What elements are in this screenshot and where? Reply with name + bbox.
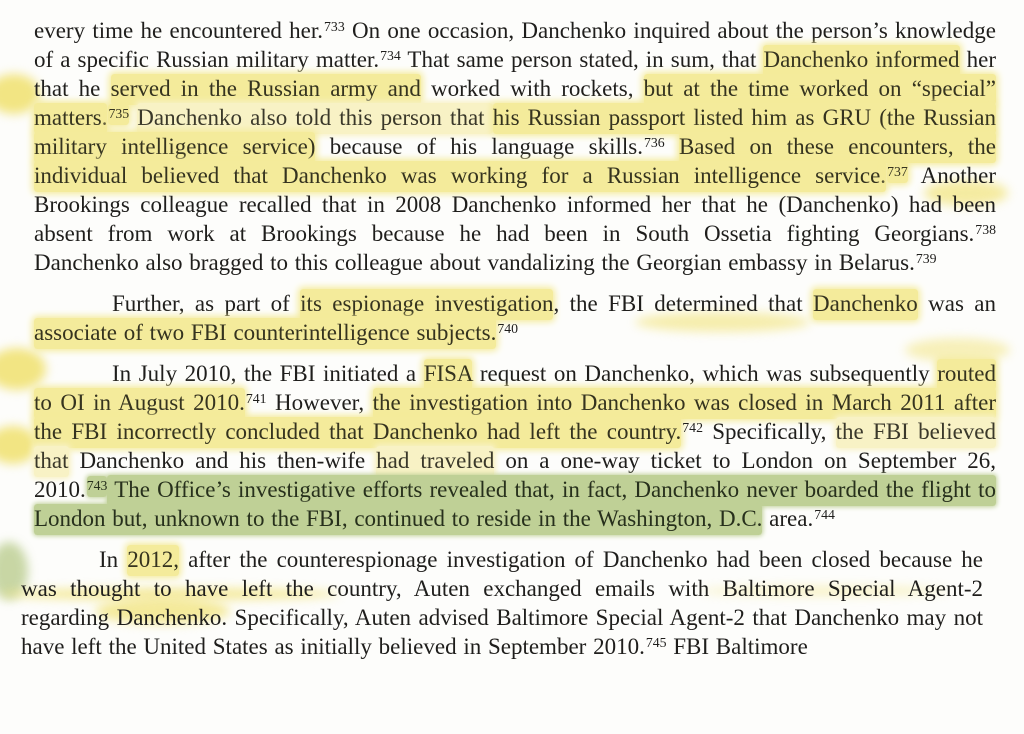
footnote-ref: 744 (814, 507, 835, 523)
text-run: , the FBI determined that (553, 291, 813, 316)
text-run: On one occasion, Danchenko inquired about the person’s knowledge of a specific Russian military matter. (34, 18, 996, 72)
text-run: her that he (34, 47, 996, 101)
text-run: In (99, 547, 128, 572)
text-run: In July 2010, the FBI initiated a (112, 361, 424, 386)
text-run: request on Danchenko, which was subsequently (472, 361, 938, 386)
highlighted-run: FISA (424, 359, 473, 390)
footnote-ref: 743 (87, 476, 108, 497)
text-run: Further, as part of (112, 291, 301, 316)
text-run: worked with rockets, (420, 76, 644, 101)
footnote-ref: 741 (245, 391, 267, 407)
highlighted-run: associate of two FBI counterintelligence subjects. (34, 318, 496, 349)
highlighted-run: had traveled (376, 446, 494, 477)
highlighted-run: The Office’s investigative efforts revealed that, in fact, Danchenko never boarded the flight to London but, unknown to the FBI, continued to reside in the Washington, D.C. (34, 475, 996, 535)
highlighted-run: the FBI believed that (34, 417, 996, 477)
text-run: on a one-way ticket to London on September 26, 2010. (34, 448, 996, 502)
highlighted-run: routed to OI in August 2010. (34, 359, 996, 419)
highlighted-run: Danchenko also told this person that (137, 103, 492, 134)
footnote-ref: 735 (108, 104, 129, 125)
footnote-ref: 733 (324, 19, 345, 35)
highlighted-run: Based on these encounters, the individual believed that Danchenko was working for a Russian intelligence service. (34, 132, 996, 192)
footnote-ref: 737 (887, 162, 908, 183)
text-run: Danchenko and his then-wife (68, 448, 377, 473)
text-run: because of his language skills. (315, 134, 643, 159)
text-run: FBI Baltimore (666, 634, 808, 659)
text-run (665, 134, 679, 159)
text-run: Specifically, (702, 419, 836, 444)
paragraph (34, 359, 996, 533)
highlighted-run: the investigation into Danchenko was closed in March 2011 after the FBI incorrectly concluded that Danchenko had left the country. (34, 388, 996, 448)
footnote-ref: 738 (975, 222, 996, 238)
footnote-ref: 734 (380, 48, 401, 64)
highlighted-run: Danchenko informed (763, 45, 959, 76)
highlighted-run: served in the Russian army and (111, 74, 421, 105)
highlighted-run: his Russian passport listed him as GRU (the Russian military intelligence service) (34, 103, 996, 163)
footnote-ref: 745 (645, 635, 667, 651)
footnote-ref: 736 (643, 135, 665, 151)
highlighted-run: 2012, (127, 545, 179, 576)
text-run: every time he encountered her. (34, 18, 324, 43)
highlighted-run: but at the time worked on “special” matters. (34, 74, 996, 134)
highlighted-run: Danchenko (813, 289, 918, 320)
text-run: Danchenko also bragged to this colleague about vandalizing the Georgian embassy in Belarus. (34, 250, 915, 275)
highlighted-run: its espionage investigation (300, 289, 553, 320)
paragraph (34, 16, 996, 277)
footnote-ref: 739 (915, 251, 937, 267)
text-run: area. (762, 506, 814, 531)
text-run: However, (266, 390, 373, 415)
paragraph (34, 289, 996, 347)
footnote-ref: 742 (682, 420, 703, 436)
footnote-ref: 740 (497, 321, 519, 337)
text-run: That same person stated, in sum, that (400, 47, 764, 72)
text-run: after the counterespionage investigation of Danchenko had been closed because he was thought to have left the country, Auten exchanged emails with Baltimore Special Agent-2 regarding Danchenko. Specifically, Auten advised Baltimore Special Agent-2 that Danchenko may not have left the United States as initially believed in September 2010. (21, 547, 983, 659)
text-run: was an (917, 291, 997, 316)
text-run: Another Brookings colleague recalled that in 2008 Danchenko informed her that he (Danchenko) had been absent from work at Brookings because he had been in South Ossetia fighting Georgians. (34, 163, 996, 246)
paragraph (21, 545, 983, 661)
